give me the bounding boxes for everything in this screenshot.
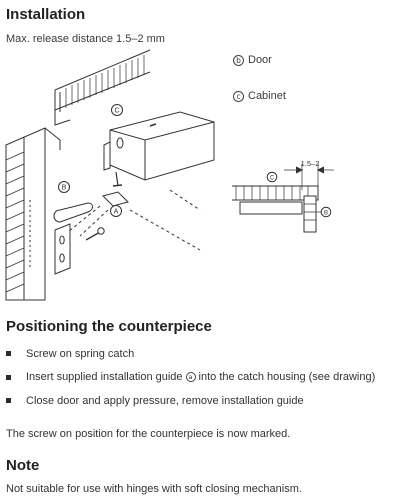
- step-text-after: into the catch housing (see drawing): [198, 371, 376, 384]
- legend-door-label: Door: [248, 54, 272, 66]
- step-text: Screw on spring catch: [26, 347, 135, 360]
- catch-housing: [110, 112, 214, 180]
- bullet-square: [6, 351, 11, 356]
- positioning-steps: [6, 342, 406, 413]
- step-text-before: Insert supplied installation guide: [26, 371, 183, 384]
- legend-cabinet-label: Cabinet: [248, 90, 286, 102]
- callout-c-label: C: [114, 107, 120, 115]
- detail-catch-body: [240, 202, 302, 214]
- step-text: Close door and apply pressure, remove installation guide: [26, 394, 304, 407]
- callout-b-label: B: [61, 184, 67, 192]
- release-distance-text: Max. release distance 1.5–2 mm: [6, 33, 165, 45]
- legend-door-letter: b: [233, 55, 244, 66]
- callout-a-label: A: [113, 208, 119, 216]
- positioning-heading: Positioning the counterpiece: [6, 318, 212, 335]
- cabinet-hatch: [66, 55, 144, 108]
- result-text: The screw on position for the counterpiece is now marked.: [6, 428, 291, 440]
- detail-door-section: [304, 196, 316, 232]
- installation-guide: [103, 192, 128, 206]
- cabinet-top-edge: [55, 50, 150, 90]
- detail-callout-b-label: B: [323, 210, 329, 217]
- door-panel: [6, 128, 45, 300]
- legend-cabinet-letter: c: [233, 91, 244, 102]
- installation-drawing: [0, 48, 413, 303]
- guide-letter-badge: a: [186, 372, 196, 382]
- step-item: [6, 389, 406, 413]
- note-heading: Note: [6, 457, 40, 474]
- step-item: [6, 342, 406, 366]
- bullet-square: [6, 398, 11, 403]
- dimension-label: 1.5–2: [300, 159, 320, 168]
- counterpiece-hook: [54, 203, 93, 222]
- detail-callout-c-label: C: [269, 175, 275, 182]
- step-item: [6, 366, 406, 390]
- bullet-square: [6, 375, 11, 380]
- installation-heading: Installation: [6, 6, 86, 23]
- counterpiece-plate: [55, 224, 70, 274]
- note-text: Not suitable for use with hinges with soft closing mechanism.: [6, 483, 302, 495]
